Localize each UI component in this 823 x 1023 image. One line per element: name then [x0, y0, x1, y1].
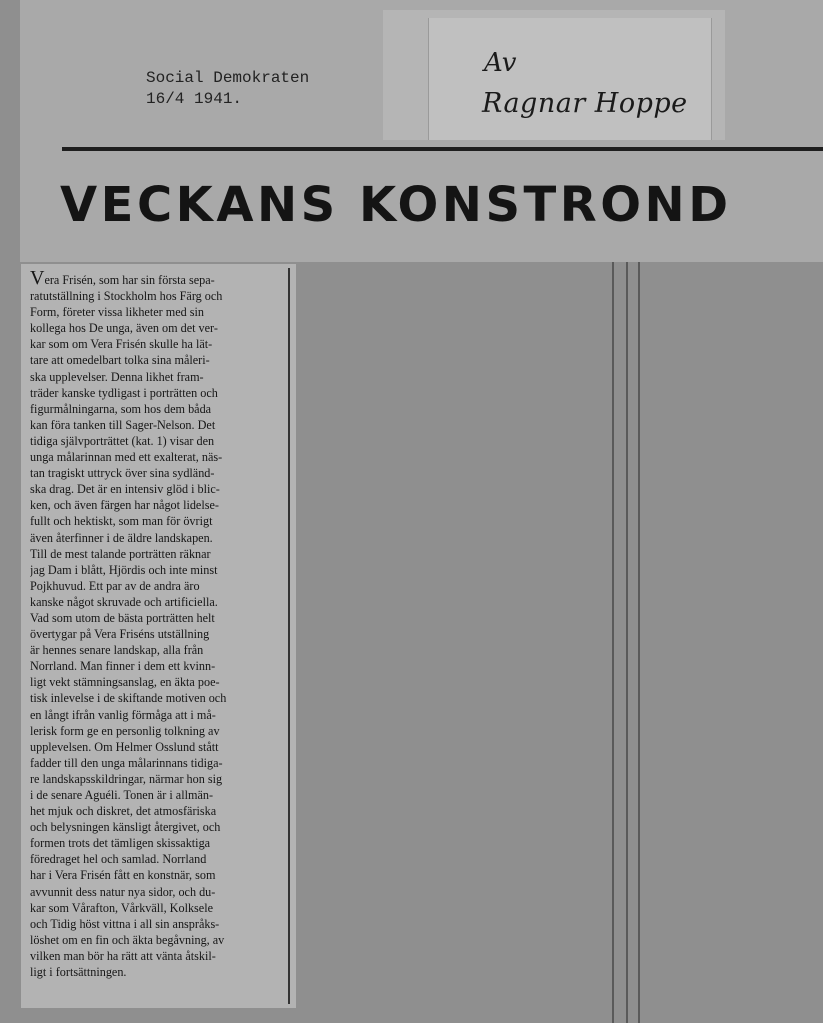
article-body	[30, 270, 284, 980]
article-line-text: Form, företer vissa likheter med sin	[30, 305, 204, 320]
article-line-text: i de senare Aguéli. Tonen är i allmän-	[30, 788, 214, 802]
article-line-text: ken, och även färgen har något lidelse-	[30, 498, 219, 513]
article-line-text: era Frisén, som har sin första sepa-	[44, 273, 215, 287]
article-line	[30, 803, 284, 819]
article-line-text: re landskapsskildringar, närmar hon sig	[30, 771, 223, 786]
article-line	[30, 369, 284, 385]
article-line	[30, 674, 284, 690]
article-line	[30, 626, 284, 642]
article-line-text: är hennes senare landskap, alla från	[30, 643, 204, 658]
article-line	[30, 401, 284, 417]
article-line	[30, 707, 284, 723]
source-citation	[146, 68, 309, 110]
article-line-text: ska drag. Det är en intensiv glöd i blic-	[30, 482, 220, 497]
article-line-text: ligt vekt stämningsanslag, en äkta poe-	[30, 675, 220, 690]
article-line	[30, 932, 284, 948]
headline-rule	[62, 147, 823, 151]
column-rule	[288, 268, 290, 1004]
article-line	[30, 755, 284, 771]
article-line-text: och Tidig höst vittna i all sin anspråks-	[30, 916, 220, 931]
author-name: Ragnar Hoppe	[482, 88, 688, 119]
article-line-text: tidiga självporträttet (kat. 1) visar den	[30, 433, 215, 448]
article-dropcap: V	[30, 270, 45, 289]
article-line-text: kar som Vårafton, Vårkväll, Kolksele	[30, 900, 213, 915]
article-line	[30, 270, 284, 288]
article-line-text: unga målarinnan med ett exalterat, näs-	[30, 450, 223, 465]
article-line-text: löshet om en fin och äkta begåvning, av	[30, 932, 225, 947]
article-line-text: tisk inlevelse i de skiftande motiven och	[30, 691, 227, 706]
article-line-text: vilken man bör ha rätt att vänta åtskil-	[30, 948, 216, 963]
article-line-text: kan föra tanken till Sager-Nelson. Det	[30, 417, 216, 432]
article-line-text: även återfinner i de äldre landskapen.	[30, 530, 213, 545]
article-line	[30, 884, 284, 900]
article-line	[30, 497, 284, 513]
article-line	[30, 867, 284, 883]
article-line-text: och belysningen känsligt återgivet, och	[30, 820, 221, 835]
article-line-text: het mjuk och diskret, det atmosfäriska	[30, 804, 217, 819]
article-line	[30, 481, 284, 497]
article-line	[30, 449, 284, 465]
article-line	[30, 385, 284, 401]
article-line-text: lerisk form ge en personlig tolkning av	[30, 723, 220, 738]
article-line-text: fullt och hektiskt, som man för övrigt	[30, 514, 213, 529]
article-line-text: formen trots det tämligen skissaktiga	[30, 836, 211, 851]
article-line	[30, 546, 284, 562]
article-line	[30, 513, 284, 529]
article-line	[30, 288, 284, 304]
headline: VECKANS KONSTROND	[60, 177, 732, 233]
article-line-text: övertygar på Vera Friséns utställning	[30, 627, 210, 642]
article-line	[30, 642, 284, 658]
article-line	[30, 562, 284, 578]
article-line	[30, 835, 284, 851]
article-line	[30, 851, 284, 867]
article-line	[30, 948, 284, 964]
article-line-text: jag Dam i blått, Hjördis och inte minst	[30, 562, 218, 577]
article-line	[30, 465, 284, 481]
article-line-text: Vad som utom de bästa porträtten helt	[30, 610, 215, 625]
article-line	[30, 417, 284, 433]
article-line-text: ratutställning i Stockholm hos Färg och	[30, 289, 223, 304]
article-line-text: ligt i fortsättningen.	[30, 965, 127, 980]
publication-name: Social Demokraten	[146, 69, 310, 87]
article-line	[30, 900, 284, 916]
article-line	[30, 578, 284, 594]
publication-date: 16/4 1941.	[146, 90, 243, 108]
article-line-text: kollega hos De unga, även om det ver-	[30, 321, 218, 336]
article-line	[30, 819, 284, 835]
article-line-text: fadder till den unga målarinnans tidiga-	[30, 755, 223, 770]
article-line	[30, 916, 284, 932]
article-line-text: Norrland. Man finner i dem ett kvinn-	[30, 659, 216, 674]
article-line	[30, 787, 284, 803]
article-line	[30, 964, 284, 980]
article-line	[30, 352, 284, 368]
author-by-label: Av	[484, 48, 517, 78]
article-line-text: träder kanske tydligast i porträtten och	[30, 385, 218, 400]
article-line-text: tan tragiskt uttryck över sina sydländ-	[30, 466, 215, 481]
signature-note	[428, 18, 712, 140]
article-line	[30, 304, 284, 320]
article-line-text: föredraget hel och samlad. Norrland	[30, 852, 207, 867]
article-line-text: kanske något skruvade och artificiella.	[30, 594, 218, 609]
article-line-text: kar som om Vera Frisén skulle ha lät-	[30, 337, 213, 352]
article-line	[30, 433, 284, 449]
article-line	[30, 320, 284, 336]
article-line	[30, 739, 284, 755]
article-line-text: ska upplevelser. Denna likhet fram-	[30, 369, 204, 384]
article-line-text: tare att omedelbart tolka sina måleri-	[30, 353, 210, 368]
article-line-text: figurmålningarna, som hos dem båda	[30, 401, 212, 416]
article-line	[30, 336, 284, 352]
article-line-text: avvunnit dess natur nya sidor, och du-	[30, 884, 216, 899]
article-line	[30, 594, 284, 610]
article-line	[30, 610, 284, 626]
article-line-text: Pojkhuvud. Ett par av de andra äro	[30, 578, 200, 593]
article-line-text: upplevelsen. Om Helmer Osslund stått	[30, 739, 219, 754]
article-line	[30, 530, 284, 546]
article-line-text: en långt ifrån vanlig förmåga att i må-	[30, 707, 216, 722]
article-line-text: har i Vera Frisén fått en konstnär, som	[30, 868, 216, 883]
article-line	[30, 690, 284, 706]
article-line	[30, 723, 284, 739]
article-line	[30, 658, 284, 674]
article-line-text: Till de mest talande porträtten räknar	[30, 546, 211, 561]
article-line	[30, 771, 284, 787]
